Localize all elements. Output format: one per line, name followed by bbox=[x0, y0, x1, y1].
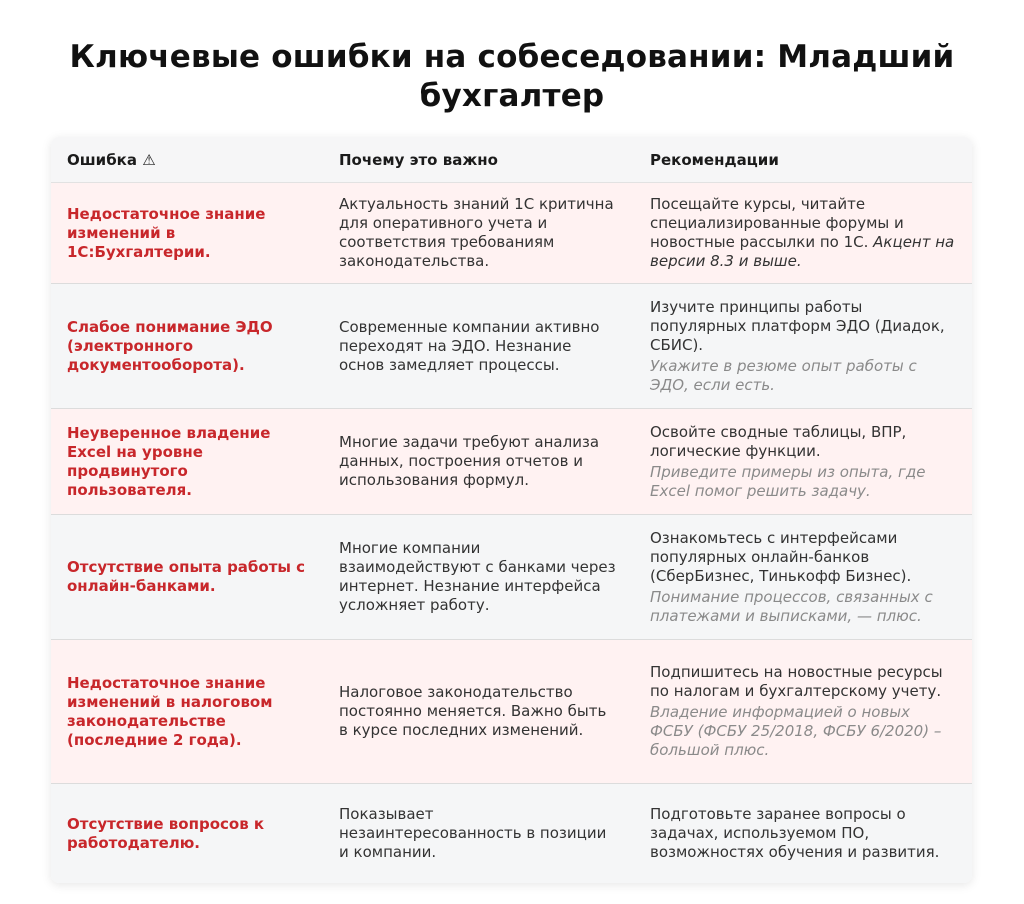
error-cell: Неуверенное владение Excel на уровне продвинутого пользователя. bbox=[51, 409, 323, 515]
error-cell: Отсутствие опыта работы с онлайн-банками. bbox=[51, 515, 323, 640]
error-cell: Недостаточное знание изменений в налоговом законодательстве (последние 2 года). bbox=[51, 640, 323, 784]
recommendation-tip: Владение информацией о новых ФСБУ (ФСБУ 25/2018, ФСБУ 6/2020) – большой плюс. bbox=[650, 703, 942, 759]
recommendation-tip: Понимание процессов, связанных с платежами и выписками, — плюс. bbox=[650, 587, 933, 625]
table-header-row bbox=[51, 137, 972, 183]
recommendation-cell bbox=[634, 515, 972, 640]
why-cell: Современные компании активно переходят на ЭДО. Незнание основ замедляет процессы. bbox=[323, 284, 634, 409]
table-row bbox=[51, 183, 972, 284]
page-title: Ключевые ошибки на собеседовании: Младший бухгалтер bbox=[69, 39, 955, 114]
why-cell: Налоговое законодательство постоянно меняется. Важно быть в курсе последних изменений. bbox=[323, 640, 634, 784]
recommendation-cell bbox=[634, 640, 972, 784]
error-cell: Слабое понимание ЭДО (электронного документооборота). bbox=[51, 284, 323, 409]
table-row bbox=[51, 409, 972, 515]
error-cell: Недостаточное знание изменений в 1С:Бухгалтерии. bbox=[51, 183, 323, 284]
recommendation-tip: Приведите примеры из опыта, где Excel помог решить задачу. bbox=[650, 462, 926, 500]
recommendation-cell bbox=[634, 284, 972, 409]
why-cell: Показывает незаинтересованность в позиции и компании. bbox=[323, 784, 634, 884]
recommendation-text: Изучите принципы работы популярных платформ ЭДО (Диадок, СБИС). bbox=[650, 297, 945, 354]
recommendation-text: Ознакомьтесь с интерфейсами популярных онлайн-банков (СберБизнес, Тинькофф Бизнес). bbox=[650, 528, 912, 585]
recommendation-cell bbox=[634, 183, 972, 284]
recommendation-text: Посещайте курсы, читайте специализированные форумы и новостные рассылки по 1С. bbox=[650, 195, 904, 251]
recommendation-text: Освойте сводные таблицы, ВПР, логические функции. bbox=[650, 422, 907, 460]
mistakes-table bbox=[51, 137, 972, 883]
table-row bbox=[51, 284, 972, 409]
why-cell: Актуальность знаний 1С критична для оперативного учета и соответствия требованиям законодательства. bbox=[323, 183, 634, 284]
column-header-error: Ошибка ⚠ bbox=[51, 137, 323, 183]
mistakes-table-card bbox=[51, 137, 972, 883]
why-cell: Многие компании взаимодействуют с банками через интернет. Незнание интерфейса усложняет работу. bbox=[323, 515, 634, 640]
column-header-why: Почему это важно bbox=[323, 137, 634, 183]
table-row bbox=[51, 640, 972, 784]
column-header-recommendations: Рекомендации bbox=[634, 137, 972, 183]
table-row bbox=[51, 784, 972, 884]
recommendation-emphasis: Акцент на версии 8.3 и выше. bbox=[650, 233, 955, 270]
recommendation-cell bbox=[634, 409, 972, 515]
table-row bbox=[51, 515, 972, 640]
recommendation-tip: Укажите в резюме опыт работы с ЭДО, если есть. bbox=[650, 356, 917, 394]
why-cell: Многие задачи требуют анализа данных, построения отчетов и использования формул. bbox=[323, 409, 634, 515]
error-cell: Отсутствие вопросов к работодателю. bbox=[51, 784, 323, 884]
recommendation-text: Подготовьте заранее вопросы о задачах, используемом ПО, возможностях обучения и развития. bbox=[650, 805, 940, 862]
recommendation-cell bbox=[634, 784, 972, 884]
recommendation-text: Подпишитесь на новостные ресурсы по налогам и бухгалтерскому учету. bbox=[650, 663, 943, 700]
